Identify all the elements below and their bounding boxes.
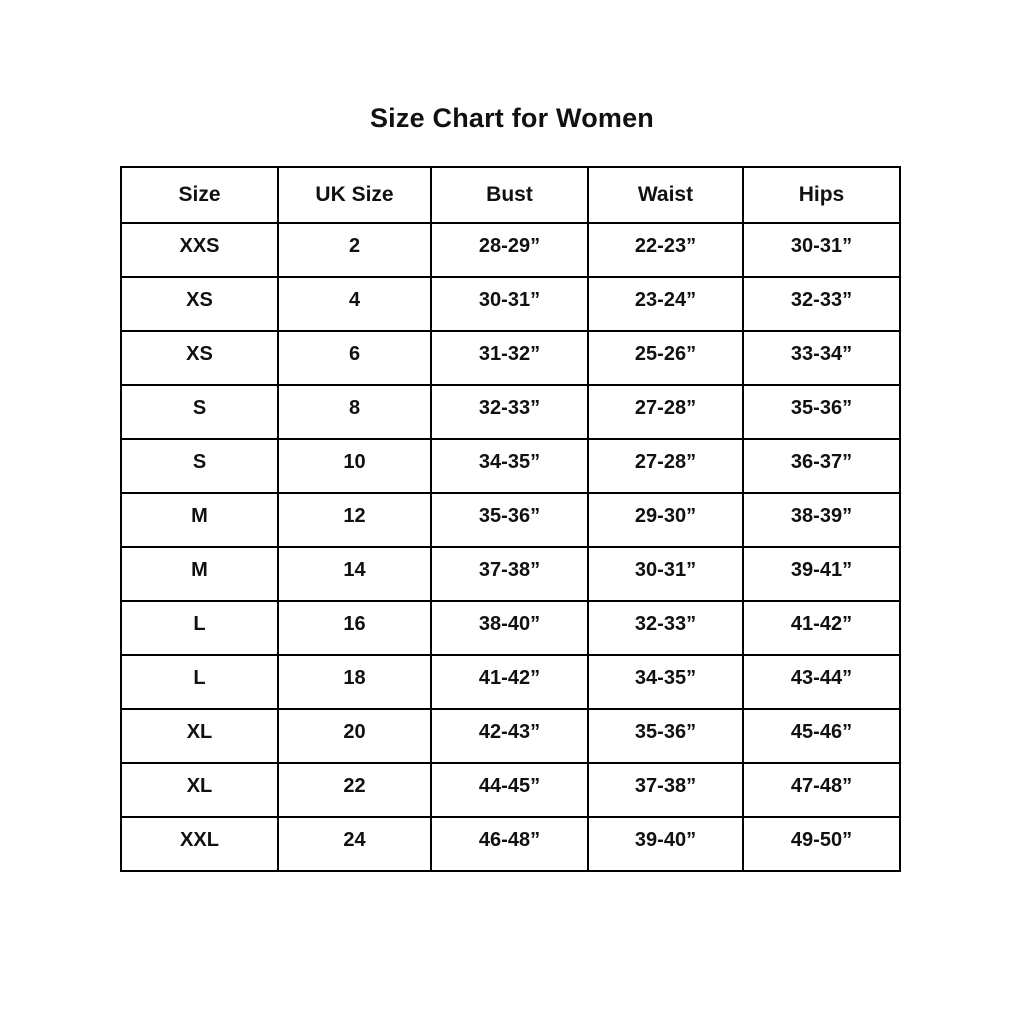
cell-waist: 30-31” [588,547,743,601]
cell-hips: 47-48” [743,763,900,817]
cell-size: L [121,655,278,709]
table-row [121,655,900,709]
cell-hips: 35-36” [743,385,900,439]
cell-waist: 34-35” [588,655,743,709]
cell-hips: 30-31” [743,223,900,277]
cell-hips: 45-46” [743,709,900,763]
cell-uk-size: 24 [278,817,431,871]
cell-size: XXL [121,817,278,871]
cell-uk-size: 8 [278,385,431,439]
cell-waist: 27-28” [588,385,743,439]
cell-waist: 27-28” [588,439,743,493]
cell-uk-size: 10 [278,439,431,493]
cell-size: M [121,547,278,601]
cell-bust: 42-43” [431,709,588,763]
table-row [121,223,900,277]
cell-hips: 38-39” [743,493,900,547]
table-row [121,601,900,655]
cell-waist: 22-23” [588,223,743,277]
cell-size: XS [121,331,278,385]
cell-waist: 23-24” [588,277,743,331]
cell-waist: 37-38” [588,763,743,817]
cell-hips: 49-50” [743,817,900,871]
cell-bust: 38-40” [431,601,588,655]
cell-size: S [121,385,278,439]
cell-bust: 44-45” [431,763,588,817]
cell-uk-size: 20 [278,709,431,763]
cell-bust: 30-31” [431,277,588,331]
cell-size: XL [121,709,278,763]
size-chart-table [120,166,901,872]
cell-size: XS [121,277,278,331]
page-title: Size Chart for Women [369,103,655,133]
cell-size: S [121,439,278,493]
cell-waist: 32-33” [588,601,743,655]
cell-bust: 46-48” [431,817,588,871]
cell-size: XXS [121,223,278,277]
cell-size: XL [121,763,278,817]
cell-uk-size: 16 [278,601,431,655]
cell-bust: 37-38” [431,547,588,601]
cell-waist: 29-30” [588,493,743,547]
table-body [121,223,900,871]
cell-hips: 32-33” [743,277,900,331]
cell-hips: 33-34” [743,331,900,385]
column-header-uk-size: UK Size [278,167,431,223]
cell-waist: 25-26” [588,331,743,385]
cell-uk-size: 4 [278,277,431,331]
cell-bust: 34-35” [431,439,588,493]
cell-uk-size: 12 [278,493,431,547]
cell-uk-size: 14 [278,547,431,601]
cell-bust: 35-36” [431,493,588,547]
table-row [121,493,900,547]
column-header-hips: Hips [743,167,900,223]
cell-size: L [121,601,278,655]
table-header [121,167,900,223]
column-header-size: Size [121,167,278,223]
cell-bust: 31-32” [431,331,588,385]
cell-hips: 41-42” [743,601,900,655]
cell-hips: 43-44” [743,655,900,709]
table-row [121,277,900,331]
cell-bust: 32-33” [431,385,588,439]
cell-hips: 36-37” [743,439,900,493]
cell-hips: 39-41” [743,547,900,601]
table-row [121,385,900,439]
column-header-bust: Bust [431,167,588,223]
cell-uk-size: 2 [278,223,431,277]
cell-uk-size: 6 [278,331,431,385]
cell-uk-size: 22 [278,763,431,817]
cell-bust: 41-42” [431,655,588,709]
table-row [121,817,900,871]
cell-waist: 39-40” [588,817,743,871]
table-row [121,331,900,385]
cell-waist: 35-36” [588,709,743,763]
cell-bust: 28-29” [431,223,588,277]
table-row [121,439,900,493]
cell-size: M [121,493,278,547]
cell-uk-size: 18 [278,655,431,709]
column-header-waist: Waist [588,167,743,223]
table-row [121,547,900,601]
table-row [121,763,900,817]
header-row [121,167,900,223]
table-row [121,709,900,763]
